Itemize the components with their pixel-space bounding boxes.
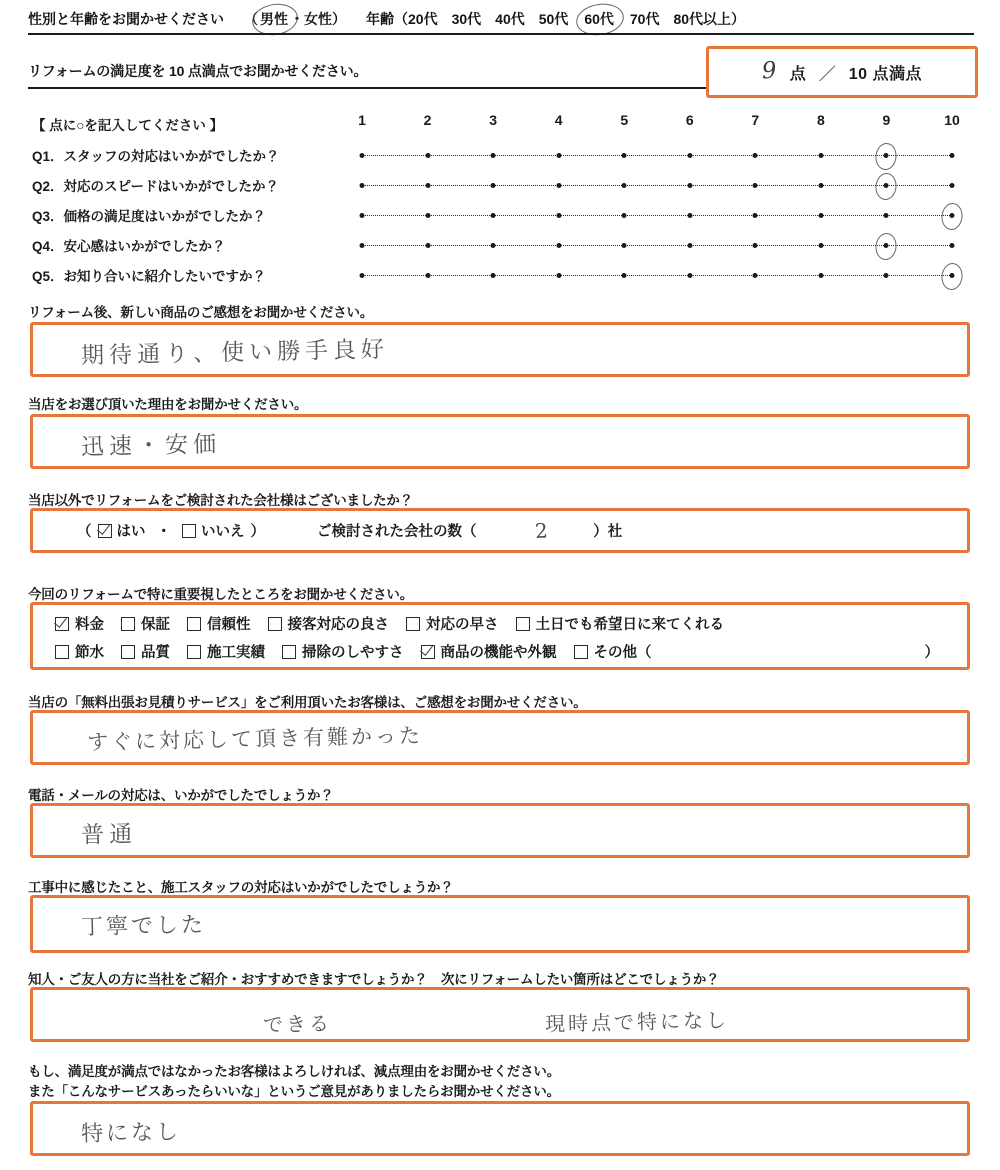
scale-question-label-q5: Q5．お知り合いに紹介したいですか？ — [32, 269, 267, 284]
scale-question-label-q4: Q4．安心感はいかがでしたか？ — [32, 239, 226, 254]
important-choice-label-r2-4: 商品の機能や外観 — [440, 645, 557, 661]
scale-point-q5-9[interactable] — [884, 273, 889, 278]
scale-point-q5-2[interactable] — [425, 273, 430, 278]
scale-track-q1 — [362, 155, 952, 156]
other-close-paren: ） — [924, 645, 939, 661]
age-option-50[interactable]: 50代 — [538, 11, 569, 27]
gender-open-paren: （ — [244, 11, 258, 27]
reason-chosen-label: 当店をお選び頂いた理由をお聞かせください。 — [28, 397, 308, 412]
important-choice-label-r1-2: 信頼性 — [207, 617, 251, 633]
scale-row-q4 — [0, 232, 1000, 258]
important-choice-r2-4[interactable] — [421, 641, 557, 662]
scale-point-q3-3[interactable] — [491, 213, 496, 218]
scale-tick-3: 3 — [489, 112, 498, 128]
scale-point-q3-5[interactable] — [622, 213, 627, 218]
satisfaction-score-value: 9 — [761, 57, 778, 85]
scale-point-q1-5[interactable] — [622, 153, 627, 158]
scale-track-q4 — [362, 245, 952, 246]
gender-group — [244, 9, 346, 29]
yesno-close-paren: ） — [250, 524, 265, 540]
important-points-row-2 — [55, 641, 669, 662]
important-choice-label-r2-3: 掃除のしやすさ — [302, 645, 404, 661]
important-choice-label-r2-2: 施工実績 — [207, 645, 265, 661]
phone-mail-answer: 普通 — [80, 821, 138, 849]
scale-point-q4-5[interactable] — [622, 243, 627, 248]
phone-mail-label: 電話・メールの対応は、いかがでしたでしょうか？ — [28, 788, 334, 803]
scale-tick-6: 6 — [685, 112, 694, 128]
satisfaction-divider — [28, 87, 706, 89]
scale-point-q5-7[interactable] — [753, 273, 758, 278]
checkbox-icon-r1-4[interactable] — [406, 617, 420, 631]
satisfaction-score-unit: 点 — [789, 65, 806, 83]
referral-box[interactable] — [30, 987, 970, 1042]
referral-label: 知人・ご友人の方に当社をご紹介・おすすめできますでしょうか？ 次にリフォームしたい箇所はどこでしょうか？ — [28, 972, 720, 987]
other-companies-yes[interactable] — [98, 520, 146, 541]
checkbox-icon-yes[interactable] — [98, 524, 112, 538]
scale-selected-circle-q4 — [875, 232, 899, 261]
scale-point-q4-3[interactable] — [491, 243, 496, 248]
important-choice-label-r2-0: 節水 — [75, 645, 104, 661]
scale-point-q5-8[interactable] — [818, 273, 823, 278]
important-choice-r1-3[interactable] — [268, 613, 390, 634]
important-choice-r1-2[interactable] — [187, 613, 251, 634]
improvement-answer: 特になし — [80, 1119, 182, 1148]
scale-point-q2-2[interactable] — [425, 183, 430, 188]
checkbox-icon-r2-1[interactable] — [121, 645, 135, 659]
company-count-suffix: ）社 — [593, 524, 623, 540]
scale-point-q1-3[interactable] — [491, 153, 496, 158]
scale-instruction: 【 点に○を記入してください 】 — [32, 118, 224, 133]
header-divider — [28, 33, 974, 35]
important-choice-label-r1-3: 接客対応の良さ — [287, 617, 389, 633]
checkbox-icon-r1-2[interactable] — [187, 617, 201, 631]
important-choice-label-r1-0: 料金 — [75, 617, 104, 633]
scale-point-q3-4[interactable] — [556, 213, 561, 218]
referral-answer-right: 現時点で特になし — [544, 1008, 730, 1036]
important-choice-r2-1[interactable] — [121, 641, 170, 662]
age-label: 年齢 — [366, 11, 394, 27]
scale-tick-2: 2 — [423, 112, 432, 128]
scale-selected-circle-q3 — [940, 202, 964, 231]
free-estimate-answer: すぐに対応して頂き有難かった — [86, 723, 424, 755]
scale-point-q1-1[interactable] — [360, 153, 365, 158]
checkbox-icon-r2-0[interactable] — [55, 645, 69, 659]
rating-scale-block — [0, 110, 1000, 290]
satisfaction-score-box[interactable] — [706, 46, 978, 98]
scale-point-q2-4[interactable] — [556, 183, 561, 188]
scale-point-q3-2[interactable] — [425, 213, 430, 218]
scale-point-q4-2[interactable] — [425, 243, 430, 248]
scale-row-q3 — [0, 202, 1000, 228]
checkbox-icon-r1-1[interactable] — [121, 617, 135, 631]
checkbox-icon-r1-0[interactable] — [55, 617, 69, 631]
important-choice-r2-2[interactable] — [187, 641, 265, 662]
construction-staff-box[interactable] — [30, 895, 970, 953]
important-points-row-1 — [55, 613, 741, 634]
construction-staff-answer: 丁寧でした — [80, 912, 207, 941]
important-points-label: 今回のリフォームで特に重要視したところをお聞かせください。 — [28, 587, 414, 602]
important-choice-r1-1[interactable] — [121, 613, 170, 634]
important-choice-label-r1-5: 土日でも希望日に来てくれる — [535, 617, 724, 633]
scale-track-q5 — [362, 275, 952, 276]
scale-question-label-q3: Q3．価格の満足度はいかがでしたか？ — [32, 209, 267, 224]
scale-point-q1-7[interactable] — [753, 153, 758, 158]
other-companies-no-label: いいえ — [201, 524, 245, 540]
scale-tick-9: 9 — [882, 112, 891, 128]
scale-point-q3-1[interactable] — [360, 213, 365, 218]
age-option-40[interactable]: 40代 — [495, 11, 525, 27]
satisfaction-prompt: リフォームの満足度を 10 点満点でお聞かせください。 — [28, 63, 368, 79]
important-choice-label-r2-5: その他（ — [593, 645, 652, 661]
scale-point-q4-4[interactable] — [556, 243, 561, 248]
checkbox-icon-r2-2[interactable] — [187, 645, 201, 659]
important-choice-label-r1-4: 対応の早さ — [426, 617, 499, 633]
important-choice-r2-0[interactable] — [55, 641, 104, 662]
scale-point-q3-6[interactable] — [687, 213, 692, 218]
scale-tick-10: 10 — [944, 112, 960, 128]
scale-point-q4-1[interactable] — [360, 243, 365, 248]
scale-point-q5-6[interactable] — [687, 273, 692, 278]
scale-point-q5-3[interactable] — [491, 273, 496, 278]
yesno-separator: ・ — [156, 524, 171, 540]
scale-point-q1-10[interactable] — [950, 153, 955, 158]
satisfaction-slash: ／ — [818, 64, 836, 84]
scale-point-q5-5[interactable] — [622, 273, 627, 278]
scale-point-q1-4[interactable] — [556, 153, 561, 158]
important-choice-r1-4[interactable] — [406, 613, 499, 634]
improvement-box[interactable] — [30, 1101, 970, 1156]
important-choice-label-r2-1: 品質 — [141, 645, 170, 661]
gender-option-female[interactable]: 女性 — [304, 11, 332, 27]
important-choice-r1-0[interactable] — [55, 613, 104, 634]
improvement-label-line2: また「こんなサービスあったらいいな」というご意見がありましたらお聞かせください。 — [28, 1084, 560, 1099]
gender-age-row — [28, 6, 974, 32]
scale-tick-8: 8 — [816, 112, 825, 128]
scale-point-q4-8[interactable] — [818, 243, 823, 248]
scale-point-q2-10[interactable] — [950, 183, 955, 188]
scale-point-q1-8[interactable] — [818, 153, 823, 158]
important-choice-r2-5[interactable] — [574, 641, 652, 662]
scale-question-label-q2: Q2．対応のスピードはいかがでしたか？ — [32, 179, 279, 194]
checkbox-icon-r1-3[interactable] — [268, 617, 282, 631]
scale-point-q5-1[interactable] — [360, 273, 365, 278]
gender-close-paren: ） — [332, 11, 346, 27]
age-option-20[interactable]: 20代 — [408, 11, 438, 27]
age-option-30[interactable]: 30代 — [451, 11, 482, 27]
product-impression-box[interactable] — [30, 322, 970, 377]
scale-point-q1-6[interactable] — [687, 153, 692, 158]
important-choice-r2-3[interactable] — [282, 641, 404, 662]
company-count-label: ご検討された会社の数（ — [317, 524, 477, 540]
company-count-value: 2 — [533, 517, 548, 543]
reason-chosen-box[interactable] — [30, 414, 970, 469]
product-impression-answer: 期待通り、使い勝手良好 — [80, 336, 390, 370]
scale-selected-circle-q5 — [940, 262, 964, 291]
gender-age-prompt: 性別と年齢をお聞かせください — [28, 11, 224, 27]
scale-selected-circle-q2 — [875, 172, 899, 201]
scale-point-q2-8[interactable] — [818, 183, 823, 188]
checkbox-icon-no[interactable] — [182, 524, 196, 538]
other-companies-box[interactable] — [30, 508, 970, 553]
improvement-label-line1: もし、満足度が満点ではなかったお客様はよろしければ、減点理由をお聞かせください。 — [28, 1064, 560, 1079]
age-close-paren: ） — [731, 11, 746, 27]
scale-point-q2-5[interactable] — [622, 183, 627, 188]
scale-track-q2 — [362, 185, 952, 186]
scale-point-q2-1[interactable] — [360, 183, 365, 188]
construction-staff-label: 工事中に感じたこと、施工スタッフの対応はいかがでしたでしょうか？ — [28, 880, 454, 895]
scale-point-q2-7[interactable] — [753, 183, 758, 188]
scale-row-q1 — [0, 142, 1000, 168]
important-points-box[interactable] — [30, 602, 970, 670]
free-estimate-label: 当店の「無料出張お見積りサービス」をご利用頂いたお客様は、ご感想をお聞かせください。 — [28, 695, 587, 710]
important-choice-label-r1-1: 保証 — [141, 617, 170, 633]
age-open-paren: （ — [394, 11, 408, 27]
scale-tick-5: 5 — [620, 112, 629, 128]
other-companies-label: 当店以外でリフォームをご検討された会社様はございましたか？ — [28, 493, 414, 508]
scale-point-q5-4[interactable] — [556, 273, 561, 278]
scale-point-q4-10[interactable] — [950, 243, 955, 248]
age-group — [394, 9, 745, 29]
product-impression-label: リフォーム後、新しい商品のご感想をお聞かせください。 — [28, 305, 374, 320]
age-option-60[interactable]: 60代 — [584, 11, 614, 27]
age-option-70[interactable]: 70代 — [629, 11, 660, 27]
scale-point-q1-2[interactable] — [425, 153, 430, 158]
scale-track-q3 — [362, 215, 952, 216]
gender-separator: ・ — [290, 11, 304, 27]
scale-point-q3-8[interactable] — [818, 213, 823, 218]
referral-answer-left: できる — [262, 1011, 333, 1037]
checkbox-icon-r2-5[interactable] — [574, 645, 588, 659]
other-companies-inner — [33, 511, 967, 550]
free-estimate-box[interactable] — [30, 710, 970, 765]
important-choice-r1-5[interactable] — [516, 613, 725, 634]
checkbox-icon-r2-3[interactable] — [282, 645, 296, 659]
scale-selected-circle-q1 — [875, 142, 899, 171]
scale-point-q4-6[interactable] — [687, 243, 692, 248]
reason-chosen-answer: 迅速・安価 — [80, 431, 222, 461]
gender-option-male[interactable]: 男性 — [260, 11, 288, 27]
checkbox-icon-r1-5[interactable] — [516, 617, 530, 631]
scale-point-q2-3[interactable] — [491, 183, 496, 188]
age-option-80plus[interactable]: 80代以上 — [673, 11, 732, 27]
scale-tick-7: 7 — [751, 112, 760, 128]
scale-point-q4-7[interactable] — [753, 243, 758, 248]
scale-row-q5 — [0, 262, 1000, 288]
checkbox-icon-r2-4[interactable] — [421, 645, 435, 659]
yesno-open-paren: （ — [77, 524, 92, 540]
scale-point-q3-7[interactable] — [753, 213, 758, 218]
scale-point-q3-9[interactable] — [884, 213, 889, 218]
scale-question-label-q1: Q1．スタッフの対応はいかがでしたか？ — [32, 149, 280, 164]
scale-tick-4: 4 — [554, 112, 563, 128]
other-companies-yes-label: はい — [116, 524, 146, 540]
scale-point-q2-6[interactable] — [687, 183, 692, 188]
scale-tick-1: 1 — [358, 112, 366, 128]
scale-row-q2 — [0, 172, 1000, 198]
phone-mail-box[interactable] — [30, 803, 970, 858]
other-companies-no[interactable] — [182, 520, 245, 541]
satisfaction-max-label: 10 点満点 — [848, 65, 922, 83]
